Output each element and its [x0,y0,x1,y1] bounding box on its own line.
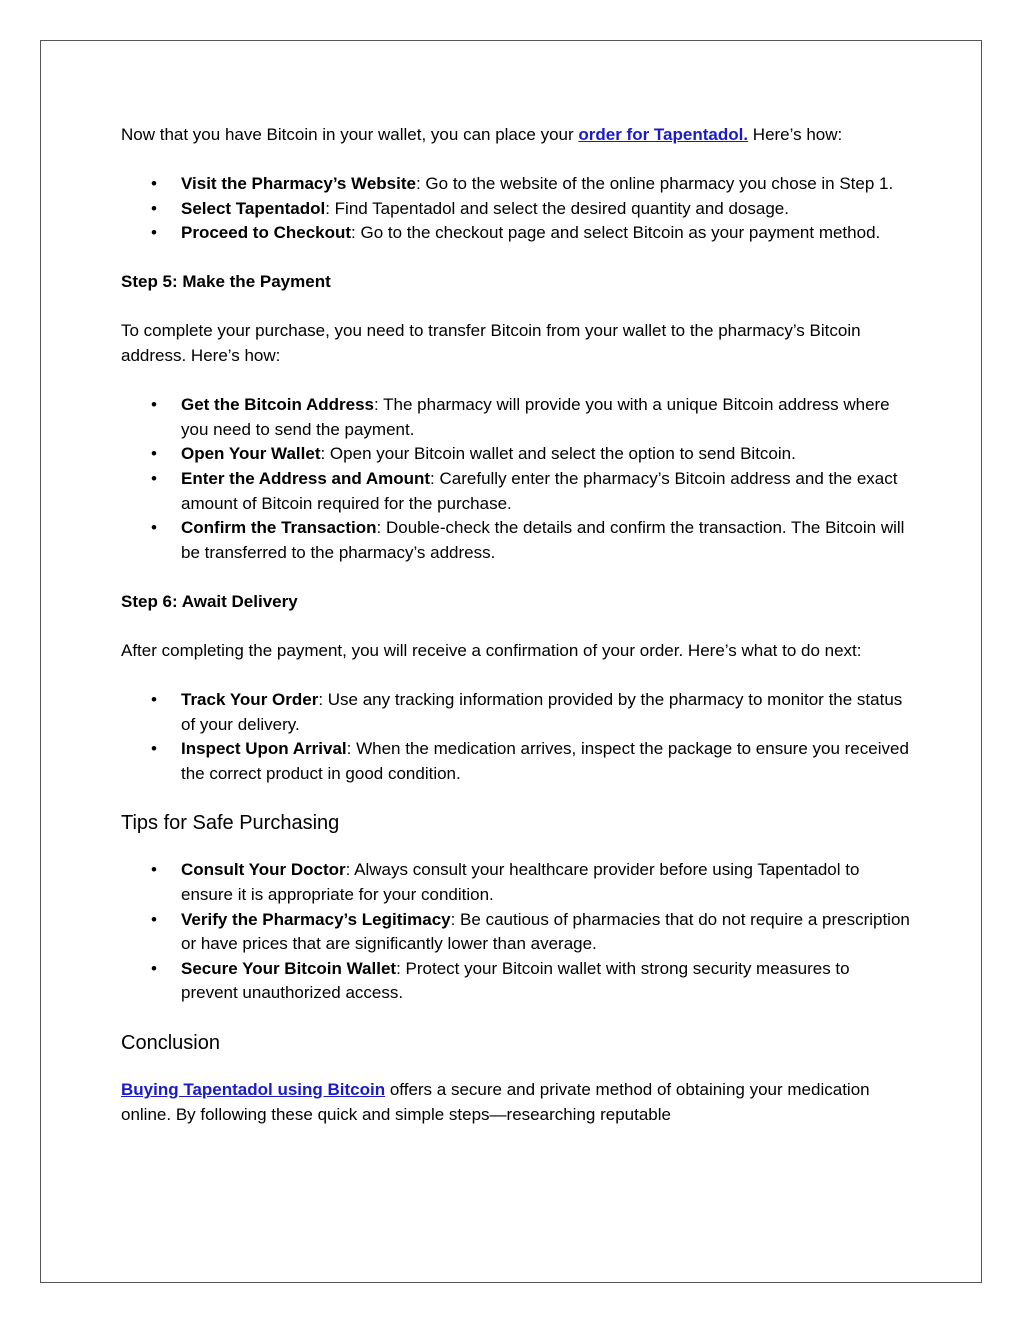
intro-text-end: Here’s how: [748,125,843,144]
list-item-desc: : Use any tracking information provided by the pharmacy to monitor the status of your delivery. [181,690,903,734]
list-item-term: Visit the Pharmacy’s Website [181,174,416,194]
step6-list [121,688,911,786]
list-item-desc: : When the medication arrives, inspect the package to ensure you received the correct product in good condition. [181,739,909,783]
list-item [121,393,911,442]
list-item-term: Track Your Order [181,690,319,709]
list-item-term: Enter the Address and Amount [181,468,431,488]
conclusion-paragraph [121,1078,911,1127]
step6-paragraph: After completing the payment, you will receive a confirmation of your order. Here’s what to do next: [121,640,862,660]
document-body [121,123,911,1127]
list-item-desc: : The pharmacy will provide you with a unique Bitcoin address where you need to send the payment. [181,395,890,439]
step5-paragraph: To complete your purchase, you need to transfer Bitcoin from your wallet to the pharmacy’s Bitcoin address. Here’s how: [121,321,861,366]
list-item-desc: : Protect your Bitcoin wallet with strong security measures to prevent unauthorized access. [181,958,850,1003]
list-item-desc: : Find Tapentadol and select the desired quantity and dosage. [325,198,789,218]
list-item [121,467,911,516]
list-item-term: Get the Bitcoin Address [181,395,375,415]
order-tapentadol-link[interactable]: order for Tapentadol. [578,125,749,144]
tips-list [121,858,911,1006]
conclusion-heading: Conclusion [121,1031,220,1054]
list-item [121,957,911,1006]
list-item-term: Secure Your Bitcoin Wallet [181,958,397,978]
step5-list [121,393,911,565]
list-item-desc: : Carefully enter the pharmacy’s Bitcoin address and the exact amount of Bitcoin required for the purchase. [181,468,898,513]
document-page [40,40,982,1283]
list-item-term: Consult Your Doctor [181,860,346,880]
list-item-desc: : Be cautious of pharmacies that do not require a prescription or have prices that are significantly lower than average. [181,909,910,954]
order-steps-list [121,172,911,246]
buying-tapentadol-link[interactable]: Buying Tapentadol using Bitcoin [121,1079,386,1099]
list-item-term: Verify the Pharmacy’s Legitimacy [181,909,451,929]
intro-paragraph [121,123,911,148]
list-item-desc: : Go to the checkout page and select Bitcoin as your payment method. [351,223,881,243]
list-item [121,858,911,907]
list-item-desc: : Always consult your healthcare provider before using Tapentadol to ensure it is appropriate for your condition. [181,860,860,904]
list-item-desc: : Open your Bitcoin wallet and select the option to send Bitcoin. [320,444,796,464]
list-item [121,688,911,737]
tips-heading: Tips for Safe Purchasing [121,812,340,835]
list-item-desc: : Double-check the details and confirm the transaction. The Bitcoin will be transferred to the pharmacy’s address. [181,518,905,562]
list-item-term: Open Your Wallet [181,444,321,464]
list-item [121,908,911,957]
list-item [121,172,911,197]
step5-heading: Step 5: Make the Payment [121,272,331,292]
list-item-term: Proceed to Checkout [181,223,352,243]
list-item [121,737,911,786]
list-item [121,197,911,222]
list-item-desc: : Go to the website of the online pharmacy you chose in Step 1. [415,174,894,194]
conclusion-text: offers a secure and private method of obtaining your medication online. By following these quick and simple steps—researching reputable [121,1079,870,1124]
step6-heading: Step 6: Await Delivery [121,591,298,611]
list-item-term: Confirm the Transaction [181,518,377,538]
list-item-term: Select Tapentadol [181,198,326,218]
list-item [121,516,911,565]
list-item [121,221,911,246]
list-item-term: Inspect Upon Arrival [181,739,347,759]
list-item [121,442,911,467]
intro-text: Now that you have Bitcoin in your wallet, you can place your [121,125,579,144]
